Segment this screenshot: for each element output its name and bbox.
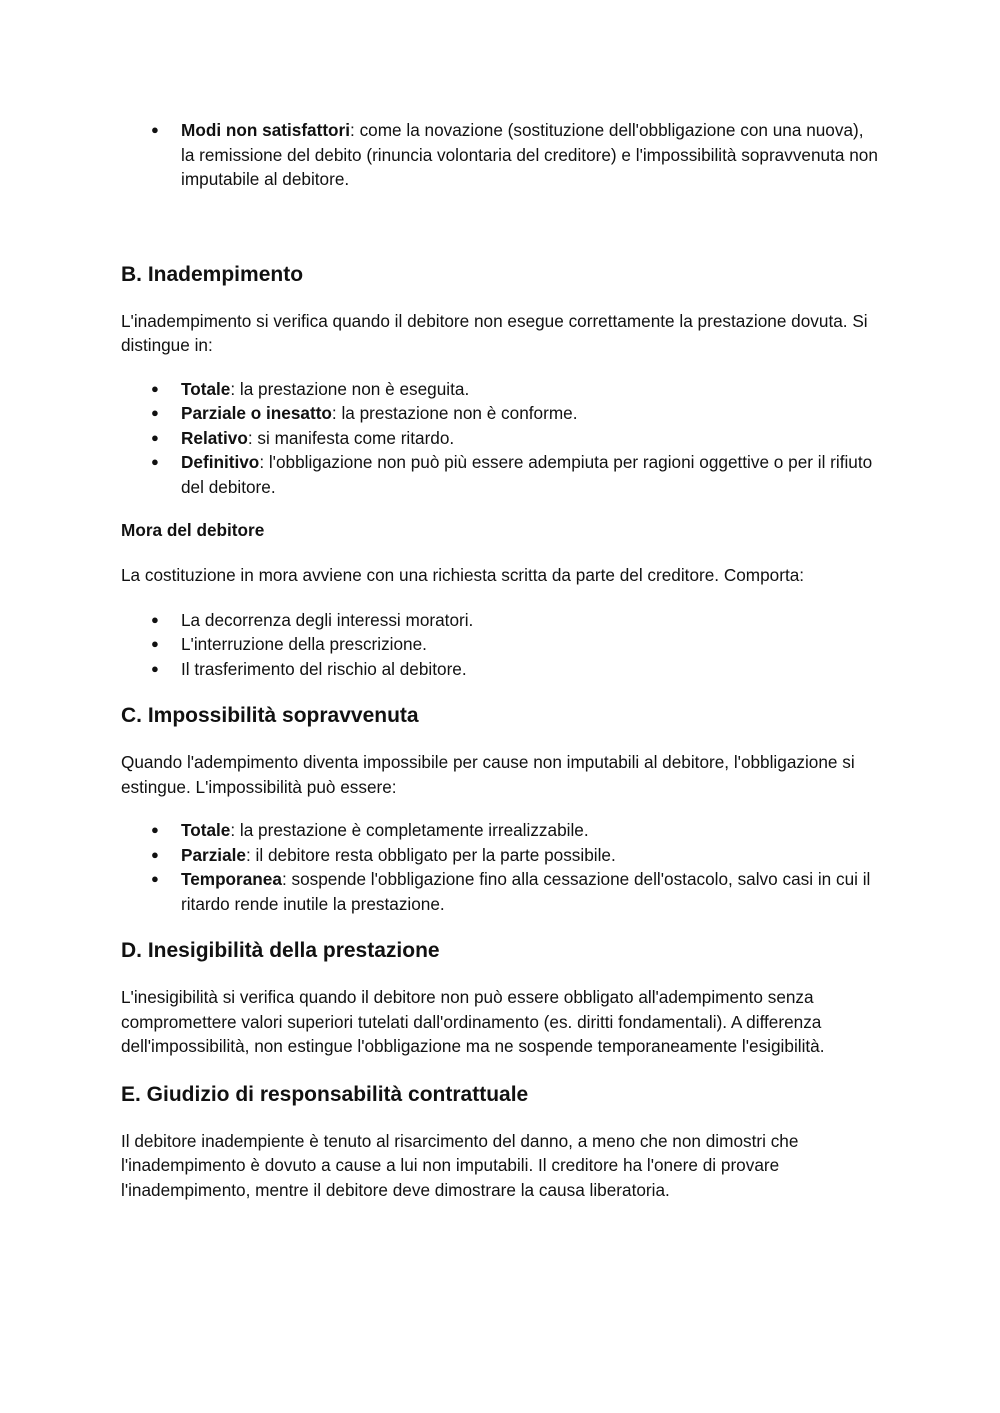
list-item	[121, 867, 881, 916]
list-item-text: L'interruzione della prescrizione.	[181, 634, 427, 654]
list-item-term: Totale	[181, 378, 231, 399]
list-item-term: Totale	[181, 820, 231, 840]
list-item	[121, 657, 881, 682]
list-item-text: : la prestazione non è eseguita.	[230, 378, 470, 399]
section-c-heading: C. Impossibilità sopravvenuta	[121, 704, 419, 727]
list-item-text: : sospende l'obbligazione fino alla cessazione dell'ostacolo, salvo casi in cui il ritardo rende inutile la prestazione.	[181, 869, 871, 914]
mora-list	[121, 608, 881, 682]
document-page	[121, 118, 881, 1202]
bullet-icon: ●	[151, 429, 159, 445]
list-item-text: : si manifesta come ritardo.	[247, 427, 455, 448]
section-c-list	[121, 818, 881, 916]
bullet-icon: ●	[151, 122, 159, 137]
list-item	[121, 843, 881, 868]
section-e-heading: E. Giudizio di responsabilità contrattuale	[121, 1082, 529, 1106]
list-item	[121, 401, 881, 426]
list-item	[121, 608, 881, 633]
bullet-icon: ●	[151, 822, 159, 837]
mora-subheading: Mora del debitore	[121, 520, 265, 540]
list-item-text: : l'obbligazione non può più essere adempiuta per ragioni oggettive o per il rifiuto del debitore.	[181, 452, 873, 497]
intro-list	[121, 118, 881, 192]
list-item-text: Il trasferimento del rischio al debitore.	[181, 658, 467, 679]
bullet-icon: ●	[151, 405, 159, 420]
list-item	[121, 426, 881, 451]
section-b-list	[121, 377, 881, 500]
bullet-icon: ●	[151, 380, 159, 396]
section-d-text: L'inesigibilità si verifica quando il debitore non può essere obbligato all'adempimento senza compromettere valori superiori tutelati dall'ordinamento (es. diritti fondamentali). A differenza dell'impossibilità, non estingue l'obbligazione ma ne sospende temporaneamente l'esigibilità.	[121, 987, 825, 1056]
list-item-term: Modi non satisfattori	[181, 120, 351, 140]
bullet-icon: ●	[151, 660, 159, 676]
list-item	[121, 377, 881, 402]
list-item-term: Temporanea	[181, 869, 282, 889]
list-item-text: : la prestazione è completamente irrealizzabile.	[230, 820, 589, 840]
list-item	[121, 818, 881, 843]
list-item-term: Relativo	[181, 427, 248, 448]
section-d-heading: D. Inesigibilità della prestazione	[121, 939, 440, 962]
section-c-intro: Quando l'adempimento diventa impossibile per cause non imputabili al debitore, l'obbligazione si estingue. L'impossibilità può essere:	[121, 752, 855, 797]
list-item	[121, 632, 881, 657]
list-item	[121, 118, 881, 192]
bullet-icon: ●	[151, 871, 159, 886]
list-item-text: : come la novazione (sostituzione dell'obbligazione con una nuova), la remissione del debito (rinuncia volontaria del creditore) e l'impossibilità sopravvenuta non imputabile al debitore.	[181, 120, 878, 189]
bullet-icon: ●	[151, 846, 159, 862]
list-item-text: : il debitore resta obbligato per la parte possibile.	[245, 844, 616, 865]
list-item-term: Parziale	[181, 844, 246, 865]
list-item-text: La decorrenza degli interessi moratori.	[181, 609, 474, 630]
section-b-heading: B. Inadempimento	[121, 262, 304, 286]
list-item-term: Definitivo	[181, 452, 260, 472]
list-item-text: : la prestazione non è conforme.	[331, 403, 578, 423]
section-b-intro: L'inadempimento si verifica quando il debitore non esegue correttamente la prestazione dovuta. Si distingue in:	[121, 310, 868, 355]
section-e-text: Il debitore inadempiente è tenuto al risarcimento del danno, a meno che non dimostri che l'inadempimento è dovuto a cause a lui non imputabili. Il creditore ha l'onere di provare l'inadempimento, mentre il debitore deve dimostrare la causa liberatoria.	[121, 1130, 799, 1200]
bullet-icon: ●	[151, 454, 159, 469]
mora-intro: La costituzione in mora avviene con una richiesta scritta da parte del creditore. Comporta:	[121, 565, 805, 585]
bullet-icon: ●	[151, 636, 159, 651]
list-item-term: Parziale o inesatto	[181, 403, 332, 423]
list-item	[121, 450, 881, 499]
bullet-icon: ●	[151, 611, 159, 627]
